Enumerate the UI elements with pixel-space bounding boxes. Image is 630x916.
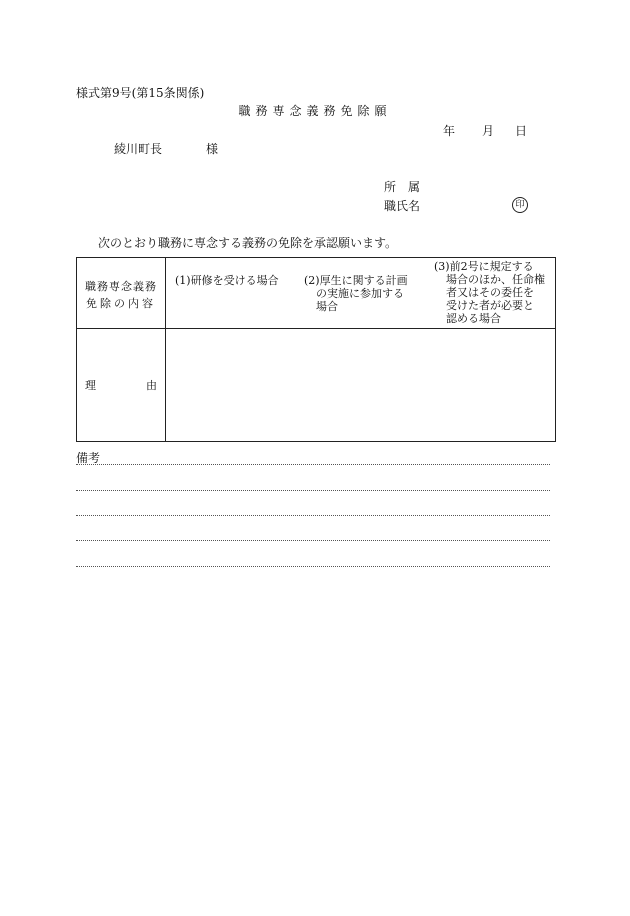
option2-line-2: の実施に参加する [316,287,404,300]
exemption-table [76,257,556,442]
document-title: 職務専念義務免除願 [238,104,392,118]
option2-line-1: (2)厚生に関する計画 [304,274,408,287]
option3-line-2: 場合のほか、任命権 [446,273,545,286]
remarks-line [76,566,550,567]
remarks-line [76,515,550,516]
remarks-label: 備考 [76,451,101,465]
request-intro-text: 次のとおり職務に専念する義務の免除を承認願います。 [98,236,398,250]
option2-line-3: 場合 [316,300,338,313]
date-year-label: 年 [443,124,456,138]
remarks-line [76,490,550,491]
option3-line-1: (3)前2号に規定する [434,260,534,273]
remarks-line [76,464,550,465]
option3-line-4: 受けた者が必要と [446,299,534,312]
option3-line-5: 認める場合 [446,312,501,325]
option-welfare-plan [304,274,424,313]
table-column-divider [165,258,166,441]
header-line-2: 免除の内容 [86,297,156,310]
department-label: 所属 [384,180,433,194]
seal-mark-icon: 印 [512,197,528,213]
remarks-line [76,540,550,541]
option-appointer-approved [434,260,556,325]
reason-label-right: 由 [146,379,157,392]
exemption-content-header [77,280,165,310]
option3-line-3: 者又はその委任を [446,286,534,299]
date-day-label: 日 [515,124,528,138]
addressee-mayor: 綾川町長 [114,142,163,156]
option-training: (1)研修を受ける場合 [175,274,279,287]
addressee-honorific: 様 [206,142,219,156]
reason-label-left: 理 [85,379,96,392]
header-line-1: 職務専念義務 [85,280,157,293]
name-label: 職氏名 [384,199,421,213]
form-number-label: 様式第9号(第15条関係) [76,86,205,100]
table-row-divider [77,328,555,329]
date-month-label: 月 [482,124,495,138]
